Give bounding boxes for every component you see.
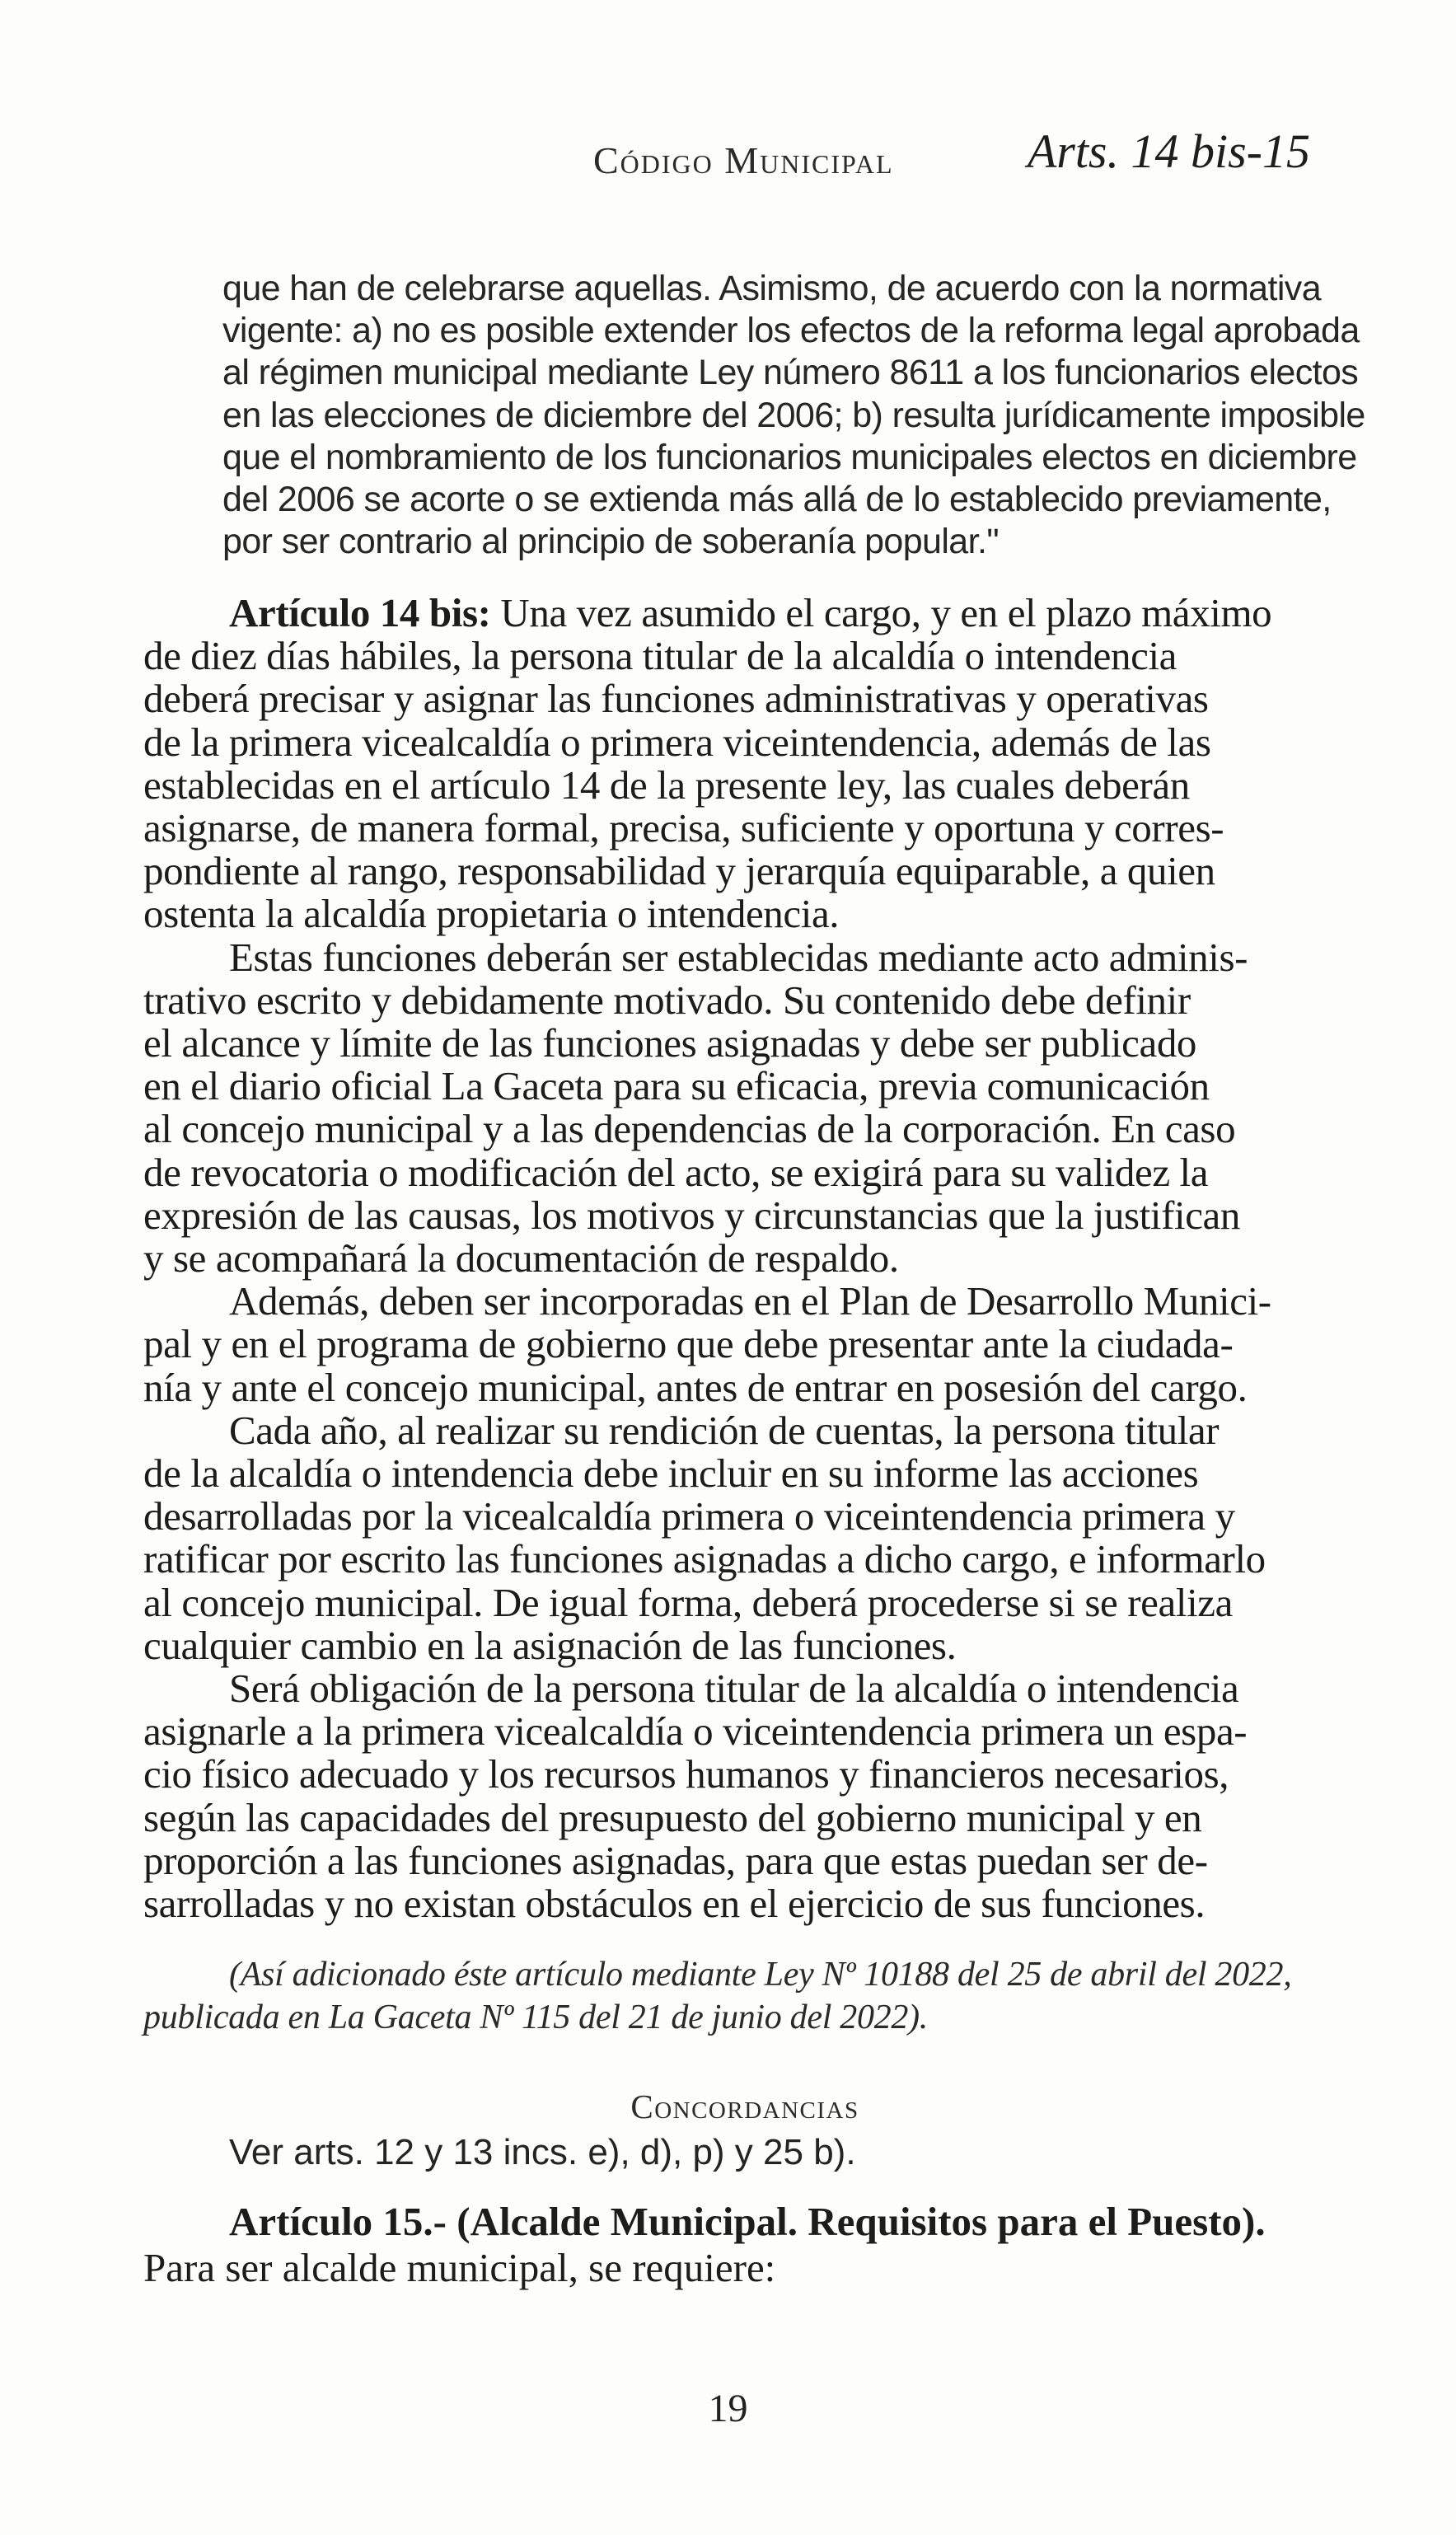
body-line: Será obligación de la persona titular de la alcaldía o intendencia — [229, 1666, 1239, 1712]
body-line: ostenta la alcaldía propietaria o intendencia. — [143, 891, 840, 937]
body-line: trativo escrito y debidamente motivado. Su contenido debe definir — [143, 977, 1191, 1023]
body-line: al concejo municipal y a las dependencias de la corporación. En caso — [143, 1106, 1236, 1152]
running-header — [221, 124, 1310, 198]
body-line: de la primera vicealcaldía o primera viceintendencia, además de las — [143, 719, 1211, 765]
article-14bis-first-line-text: Una vez asumido el cargo, y en el plazo máximo — [490, 590, 1272, 635]
concordancias-section — [143, 2083, 1313, 2176]
quote-line: en las elecciones de diciembre del 2006; b) resulta jurídicamente imposible — [222, 395, 1365, 435]
body-line: de diez días hábiles, la persona titular de la alcaldía o intendencia — [143, 633, 1177, 679]
concordancias-heading: Concordancias — [630, 2088, 859, 2125]
article-14bis — [143, 592, 1313, 1925]
body-line: y se acompañará la documentación de respaldo. — [143, 1235, 899, 1282]
body-line: cio físico adecuado y los recursos humanos y financieros necesarios, — [143, 1751, 1229, 1797]
note-line: (Así adicionado éste artículo mediante Ley Nº 10188 del 25 de abril del 2022, — [229, 1956, 1292, 1994]
body-line: Además, deben ser incorporadas en el Plan de Desarrollo Munici- — [229, 1278, 1271, 1324]
body-line: el alcance y límite de las funciones asignadas y debe ser publicado — [143, 1020, 1197, 1066]
body-line: al concejo municipal. De igual forma, deberá procederse si se realiza — [143, 1579, 1233, 1625]
body-line: ratificar por escrito las funciones asignadas a dicho cargo, e informarlo — [143, 1536, 1266, 1582]
body-line: Estas funciones deberán ser establecidas mediante acto adminis- — [229, 934, 1248, 980]
article-range: Arts. 14 bis-15 — [1027, 124, 1310, 178]
article-15-heading: Artículo 15.- (Alcalde Municipal. Requisitos para el Puesto). — [229, 2199, 1266, 2244]
body-line: sarrolladas y no existan obstáculos en el ejercicio de sus funciones. — [143, 1881, 1206, 1927]
quote-line: al régimen municipal mediante Ley número 8611 a los funcionarios electos — [222, 353, 1359, 393]
body-line: pal y en el programa de gobierno que debe presentar ante la ciudada- — [143, 1321, 1234, 1367]
body-line: cualquier cambio en la asignación de las funciones. — [143, 1622, 957, 1668]
body-line: nía y ante el concejo municipal, antes de entrar en posesión del cargo. — [143, 1364, 1248, 1410]
concordancias-text: Ver arts. 12 y 13 incs. e), d), p) y 25 b). — [229, 2132, 856, 2172]
article-15-text: Para ser alcalde municipal, se requiere: — [143, 2245, 776, 2290]
body-line: expresión de las causas, los motivos y circunstancias que la justifican — [143, 1192, 1240, 1238]
body-line: según las capacidades del presupuesto del gobierno municipal y en — [143, 1794, 1202, 1840]
note-line: publicada en La Gaceta Nº 115 del 21 de junio del 2022). — [143, 1998, 928, 2036]
quote-line: vigente: a) no es posible extender los efectos de la reforma legal aprobada — [222, 311, 1360, 351]
quote-line: que el nombramiento de los funcionarios municipales electos en diciembre — [222, 437, 1357, 477]
page-number: 19 — [708, 2387, 748, 2430]
body-line: en el diario oficial La Gaceta para su eficacia, previa comunicación — [143, 1063, 1210, 1109]
body-line: de la alcaldía o intendencia debe incluir en su informe las acciones — [143, 1450, 1199, 1497]
body-line: Cada año, al realizar su rendición de cuentas, la persona titular — [229, 1407, 1220, 1453]
body-line: pondiente al rango, responsabilidad y jerarquía equiparable, a quien — [143, 848, 1215, 894]
article-14bis-heading: Artículo 14 bis: — [229, 590, 491, 635]
quote-line: por ser contrario al principio de soberanía popular." — [222, 522, 999, 562]
body-line: establecidas en el artículo 14 de la presente ley, las cuales deberán — [143, 761, 1190, 808]
amendment-note — [143, 1953, 1313, 2039]
quote-line: que han de celebrarse aquellas. Asimismo, de acuerdo con la normativa — [222, 269, 1322, 308]
quote-line: del 2006 se acorte o se extienda más allá de lo establecido previamente, — [222, 480, 1332, 520]
article-14bis-first-line — [143, 592, 1313, 635]
body-line: deberá precisar y asignar las funciones administrativas y operativas — [143, 676, 1209, 722]
article-15 — [143, 2199, 1313, 2291]
quoted-passage — [222, 268, 1365, 563]
body-line: asignarle a la primera vicealcaldía o viceintendencia primera un espa- — [143, 1708, 1248, 1755]
body-line: asignarse, de manera formal, precisa, suficiente y oportuna y corres- — [143, 805, 1224, 851]
body-line: de revocatoria o modificación del acto, se exigirá para su validez la — [143, 1149, 1209, 1195]
book-title: Código Municipal — [593, 139, 894, 181]
body-line: proporción a las funciones asignadas, para que estas puedan ser de- — [143, 1837, 1208, 1883]
body-line: desarrolladas por la vicealcaldía primera o viceintendencia primera y — [143, 1493, 1235, 1539]
